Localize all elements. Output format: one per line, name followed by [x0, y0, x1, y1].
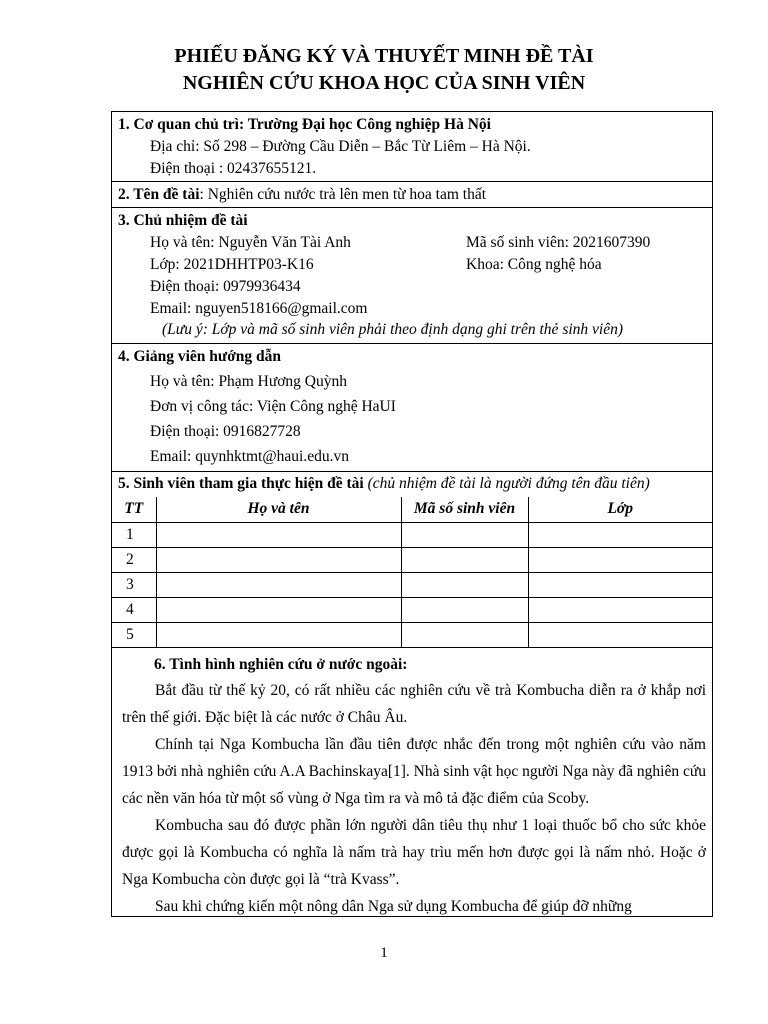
section-participants: [112, 472, 712, 497]
topic-name-value: : Nghiên cứu nước trà lên men từ hoa tam thất: [199, 186, 487, 203]
col-header-class: Lớp: [528, 497, 712, 522]
supervisor-name: Họ và tên: Phạm Hương Quỳnh: [150, 373, 347, 390]
row-number: 2: [112, 547, 156, 572]
paragraph: Chính tại Nga Kombucha lần đầu tiên được nhắc đến trong một nghiên cứu vào năm 1913 bởi nhà nghiên cứu A.A Bachinskaya[1]. Nhà sinh vật học người Nga này đã nghiên cứu các nền văn hóa từ một số vùng ở Nga tìm ra và mô tả đặc điểm của Scoby.: [122, 736, 706, 807]
host-address: Địa chỉ: Số 298 – Đường Cầu Diễn – Bắc Từ Liêm – Hà Nội.: [150, 138, 531, 155]
name-cell[interactable]: [156, 597, 401, 622]
section-supervisor: [112, 344, 712, 472]
section-topic-name: [112, 182, 712, 208]
table-row: [112, 622, 712, 647]
pi-phone: Điện thoại: 0979936434: [150, 278, 301, 295]
form-title-line2: NGHIÊN CỨU KHOA HỌC CỦA SINH VIÊN: [182, 72, 586, 94]
host-institution-heading: 1. Cơ quan chủ trì: Trường Đại học Công nghiệp Hà Nội: [118, 116, 491, 133]
table-row: [112, 547, 712, 572]
host-phone: Điện thoại : 02437655121.: [150, 160, 317, 177]
topic-name-label: 2. Tên đề tài: [118, 186, 200, 203]
pi-student-id: Mã số sinh viên: 2021607390: [466, 234, 651, 251]
col-header-student-id: Mã số sinh viên: [401, 497, 528, 522]
participants-note: (chủ nhiệm đề tài là người đứng tên đầu tiên): [367, 475, 650, 492]
pi-name: Họ và tên: Nguyễn Văn Tài Anh: [150, 234, 351, 251]
class-cell[interactable]: [528, 622, 712, 647]
paragraph: Sau khi chứng kiến một nông dân Nga sử dụng Kombucha để giúp đỡ những: [155, 898, 632, 915]
table-row: [112, 597, 712, 622]
class-cell[interactable]: [528, 522, 712, 547]
table-row: [112, 572, 712, 597]
student-id-cell[interactable]: [401, 522, 528, 547]
participants-heading: 5. Sinh viên tham gia thực hiện đề tài: [118, 475, 364, 492]
pi-heading: 3. Chủ nhiệm đề tài: [118, 212, 248, 229]
col-header-name: Họ và tên: [156, 497, 401, 522]
form-title-line1: PHIẾU ĐĂNG KÝ VÀ THUYẾT MINH ĐỀ TÀI: [174, 45, 594, 67]
foreign-research-heading: 6. Tình hình nghiên cứu ở nước ngoài:: [154, 656, 408, 673]
table-row: [112, 522, 712, 547]
table-header-row: [112, 497, 712, 522]
row-number: 4: [112, 597, 156, 622]
student-id-cell[interactable]: [401, 622, 528, 647]
class-cell[interactable]: [528, 597, 712, 622]
pi-email: Email: nguyen518166@gmail.com: [150, 300, 368, 317]
paragraph: Kombucha sau đó được phần lớn người dân tiêu thụ như 1 loại thuốc bổ cho sức khỏe được gọi là Kombucha có nghĩa là nấm trà hay trìu mến hơn được gọi là nấm nhỏ. Hoặc ở Nga Kombucha còn được gọi là “trà Kvass”.: [122, 817, 706, 888]
supervisor-heading: 4. Giảng viên hướng dẫn: [118, 348, 282, 365]
class-cell[interactable]: [528, 547, 712, 572]
student-id-cell[interactable]: [401, 597, 528, 622]
pi-note: (Lưu ý: Lớp và mã số sinh viên phải theo định dạng ghi trên thẻ sinh viên): [162, 321, 624, 338]
paragraph: Bắt đầu từ thế kỷ 20, có rất nhiều các nghiên cứu về trà Kombucha diễn ra ở khắp nơi trên thế giới. Đặc biệt là các nước ở Châu Âu.: [122, 682, 706, 726]
row-number: 5: [112, 622, 156, 647]
supervisor-email: Email: quynhktmt@haui.edu.vn: [150, 448, 349, 465]
name-cell[interactable]: [156, 522, 401, 547]
participants-table: [112, 497, 712, 648]
supervisor-phone: Điện thoại: 0916827728: [150, 423, 301, 440]
student-id-cell[interactable]: [401, 547, 528, 572]
participants-heading-line: [118, 474, 650, 494]
supervisor-unit: Đơn vị công tác: Viện Công nghệ HaUI: [150, 398, 396, 415]
row-number: 1: [112, 522, 156, 547]
col-header-tt: TT: [112, 497, 156, 522]
pi-class: Lớp: 2021DHHTP03-K16: [150, 256, 314, 273]
row-number: 3: [112, 572, 156, 597]
page-number: 1: [380, 945, 388, 961]
name-cell[interactable]: [156, 622, 401, 647]
section-principal-investigator: [112, 208, 712, 344]
section-host-institution: [112, 112, 712, 182]
pi-faculty: Khoa: Công nghệ hóa: [466, 256, 602, 273]
topic-name-line: [118, 185, 486, 205]
name-cell[interactable]: [156, 547, 401, 572]
form-frame: [111, 111, 713, 917]
name-cell[interactable]: [156, 572, 401, 597]
class-cell[interactable]: [528, 572, 712, 597]
student-id-cell[interactable]: [401, 572, 528, 597]
